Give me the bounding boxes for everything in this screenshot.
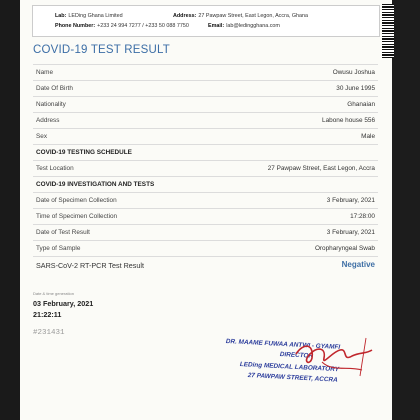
sex-row: Sex Male [33,128,378,144]
director-stamp [224,334,374,394]
result-document [20,0,392,420]
generation-label: Date & time generation [33,291,74,296]
specimen-time: 17:28:00 [350,213,375,220]
document-title: COVID-19 TEST RESULT [33,44,170,56]
lab-email: Email: lab@ledingghana.com [208,23,280,29]
generation-date: 03 February, 2021 [33,299,94,308]
date-of-birth-row: Date Of Birth 30 June 1995 [33,80,378,96]
stamp-organization: LEDing MEDICAL LABORATORY [239,361,340,374]
patient-name: Owusu Joshua [332,69,375,76]
lab-address: Address: 27 Pawpaw Street, East Legon, Accra, Ghana [173,13,309,19]
date-of-birth: 30 June 1995 [336,85,375,92]
stamp-address: 27 PAWPAW STREET, ACCRA [247,372,338,384]
stamp-name: DR. MAAME FUWAA ANTWI - GYAMFI [225,338,341,351]
sample-type: Oropharyngeal Swab [314,245,375,252]
specimen-time-row: Time of Specimen Collection 17:28:00 [33,208,378,224]
specimen-date-row: Date of Specimen Collection 3 February, 2021 [33,192,378,208]
sample-type-row: Type of Sample Oropharyngeal Swab [33,240,378,256]
lab-name: Lab: LEDing Ghana Limited [55,13,123,19]
generation-time: 21:22:11 [33,310,62,319]
nationality: Ghanaian [347,101,375,108]
testing-schedule-heading: COVID-19 TESTING SCHEDULE [33,144,378,160]
test-result-row: SARS-CoV-2 RT-PCR Test Result Negative [33,256,378,271]
address-row: Address Labone house 556 [33,112,378,128]
nationality-row: Nationality Ghanaian [33,96,378,112]
lab-header [32,5,380,37]
investigation-heading: COVID-19 INVESTIGATION AND TESTS [33,176,378,192]
document-code: #231431 [33,329,65,337]
test-location: 27 Pawpaw Street, East Legon, Accra [267,165,375,172]
test-location-row: Test Location 27 Pawpaw Street, East Legon, Accra [33,160,378,176]
specimen-date: 3 February, 2021 [326,197,375,204]
background-left-edge [0,0,20,420]
result-date-row: Date of Test Result 3 February, 2021 [33,224,378,240]
barcode-icon [382,4,394,58]
sex: Male [361,133,375,140]
patient-name-row: Name Owusu Joshua [33,64,378,80]
lab-phone: Phone Number: +233 24 994 7277 / +233 50 088 7750 [55,23,189,29]
signature-icon [279,332,378,382]
stamp-role: DIRECTOR [279,351,314,360]
background-right-edge [392,0,420,420]
test-result-value: Negative [341,260,375,269]
result-date: 3 February, 2021 [326,229,375,236]
patient-address: Labone house 556 [322,117,375,124]
